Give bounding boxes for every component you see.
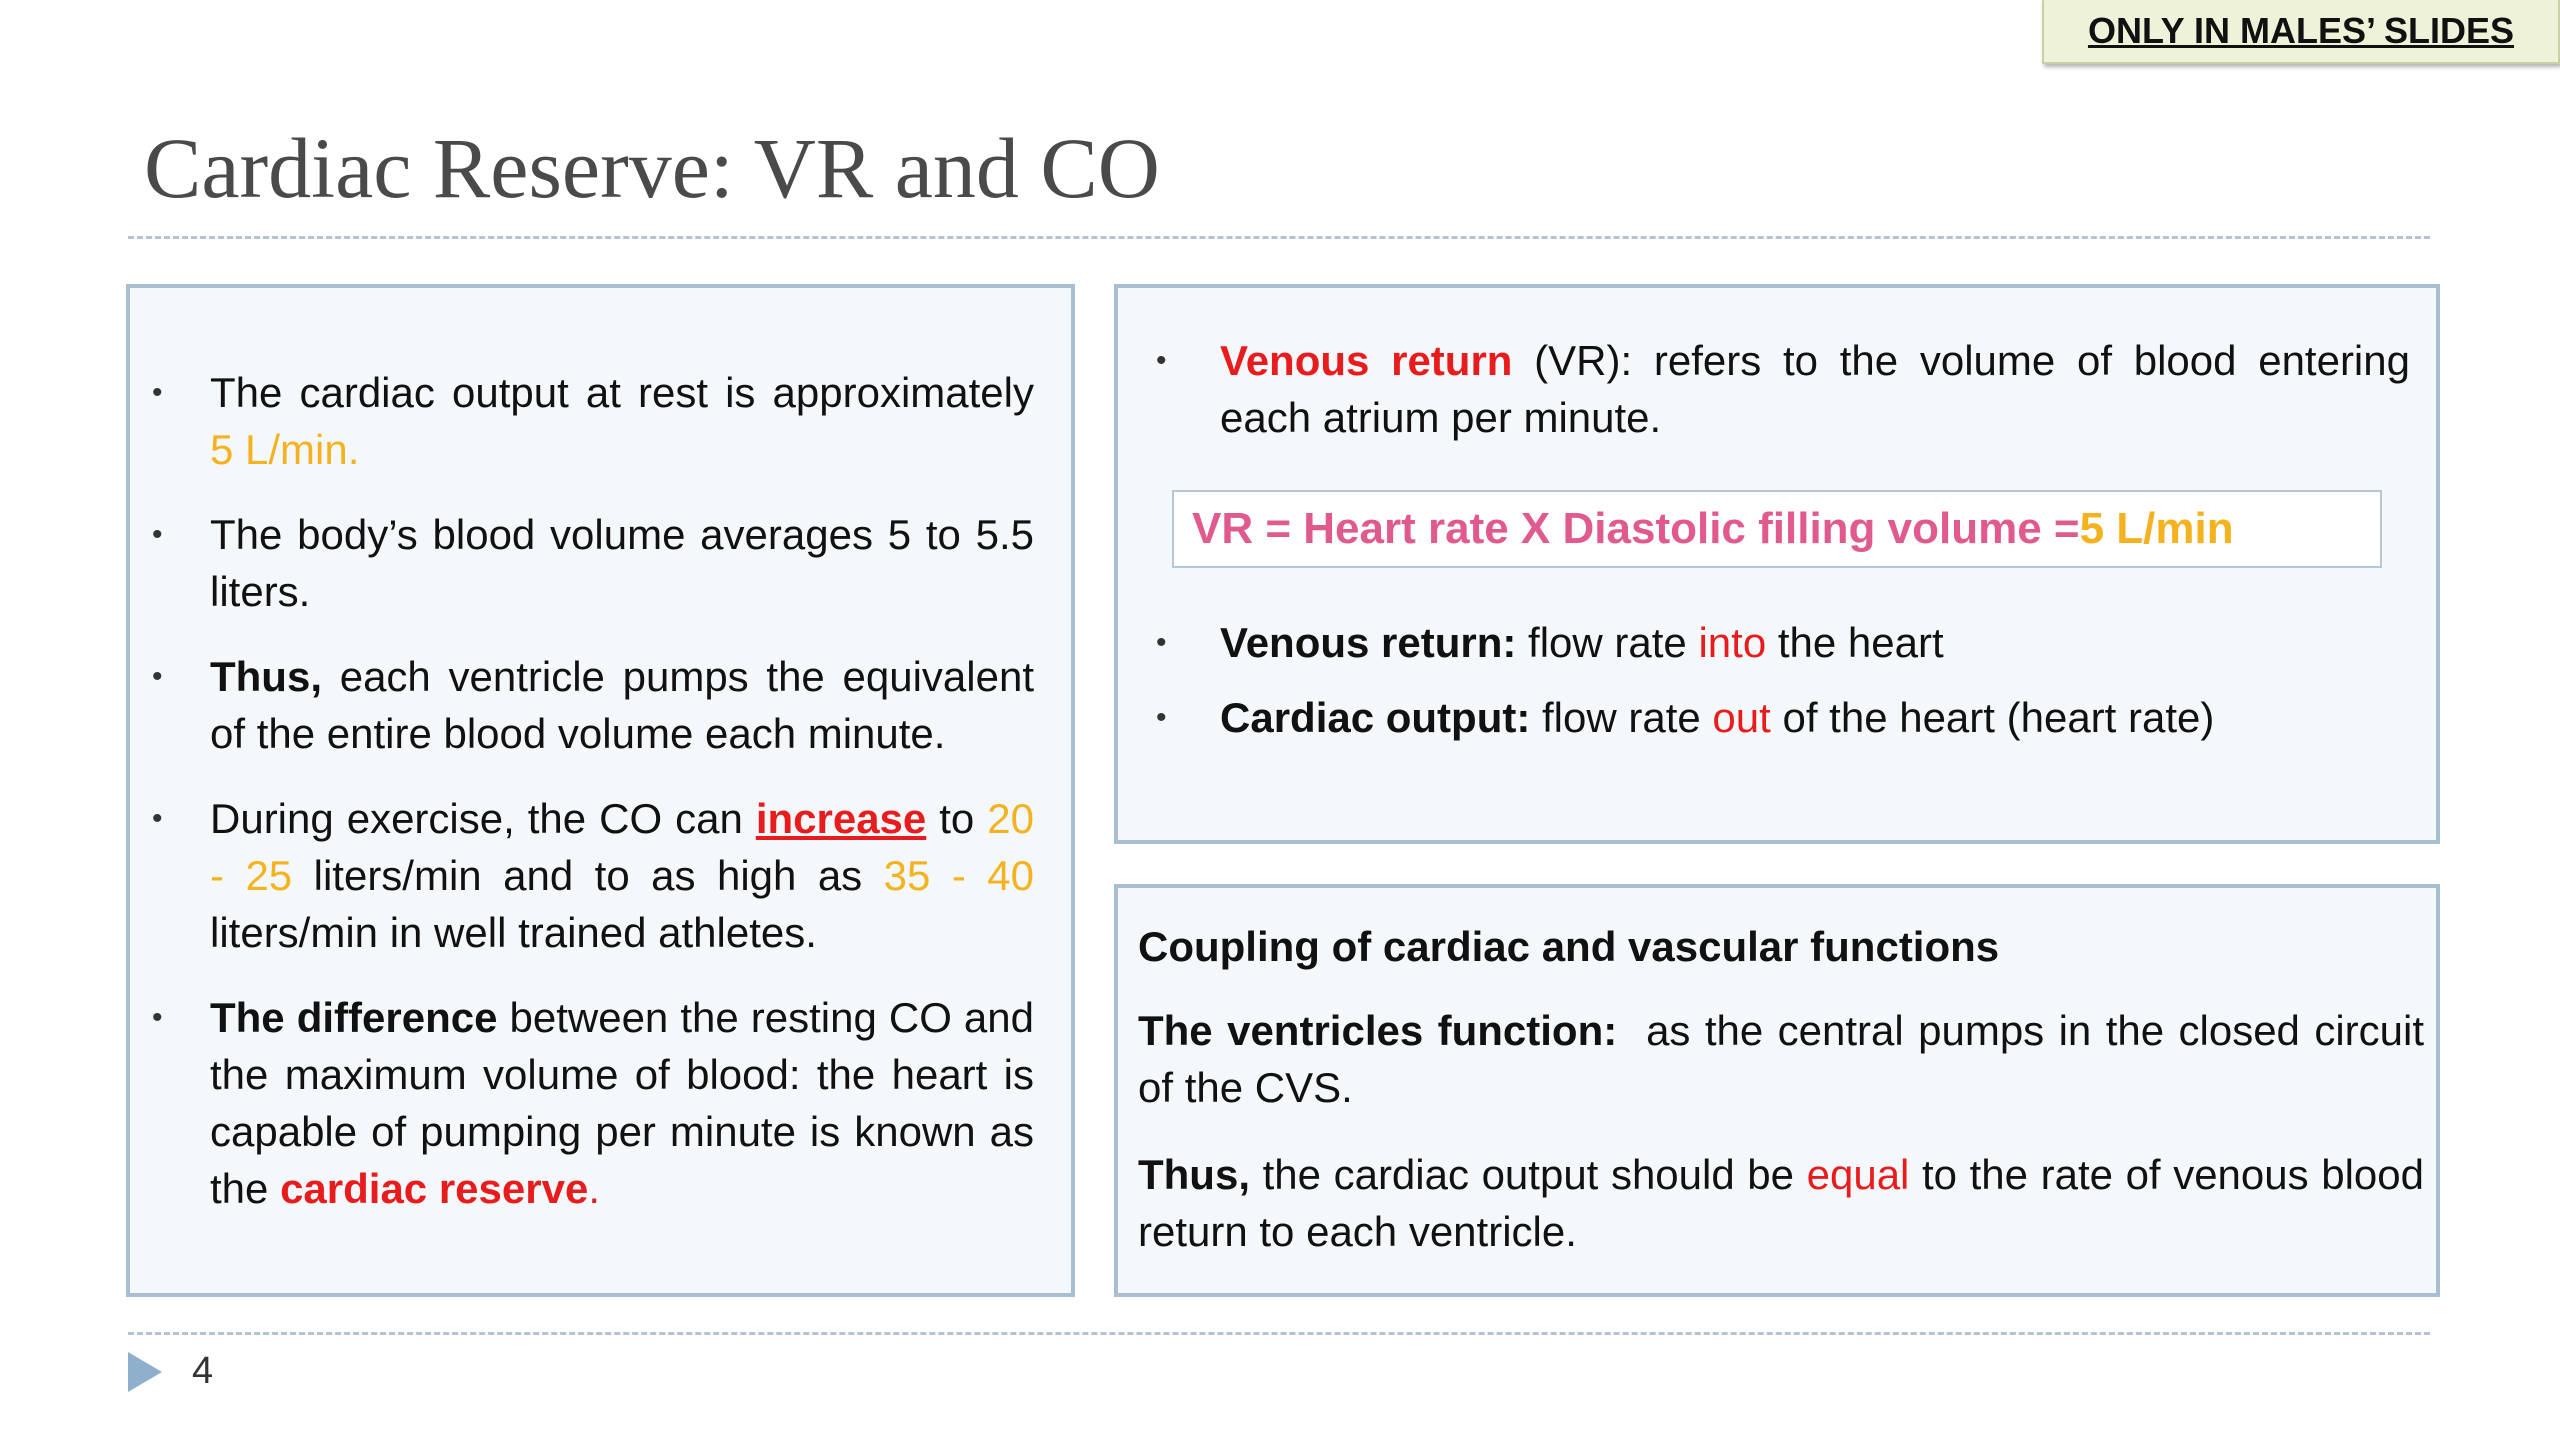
title-divider <box>128 236 2430 239</box>
list-item: • Thus, each ventricle pumps the equivalent of the entire blood volume each minute. <box>210 648 1034 762</box>
cardiac-output-list <box>152 364 1034 1245</box>
resting-co-value: 5 L/min. <box>210 426 360 473</box>
coupling-heading: Coupling of cardiac and vascular functions <box>1138 923 2000 970</box>
list-item: • Venous return: flow rate into the heart <box>1220 614 2410 671</box>
list-item: • Venous return (VR): refers to the volume of blood entering each atrium per minute. <box>1220 332 2410 446</box>
bullet-icon: • <box>1156 701 1167 734</box>
athlete-co-value: 35 - 40 <box>883 852 1034 899</box>
ventricles-paragraph: The ventricles function: as the central pumps in the closed circuit of the CVS. <box>1138 1007 2436 1111</box>
bullet-icon: • <box>1156 626 1167 659</box>
footer-divider <box>128 1332 2430 1335</box>
slide-title: Cardiac Reserve: VR and CO <box>144 120 1160 216</box>
males-slides-tag: ONLY IN MALES’ SLIDES <box>2042 0 2560 64</box>
cardiac-output-box <box>126 284 1075 1297</box>
play-arrow-icon <box>128 1352 162 1392</box>
list-item: • During exercise, the CO can increase to 20 - 25 liters/min and to as high as 35 - 40 liters/min in well trained athletes. <box>210 790 1034 961</box>
vr-equation: VR = Heart rate X Diastolic filling volume = 5 L/min <box>1172 490 2382 568</box>
list-item: • Cardiac output: flow rate out of the heart (heart rate) <box>1220 689 2410 746</box>
venous-return-term: Venous return <box>1220 337 1513 384</box>
venous-return-box <box>1114 284 2440 844</box>
bullet-icon: • <box>152 1001 163 1034</box>
increase-term: increase <box>755 795 927 842</box>
list-item: • The cardiac output at rest is approximately 5 L/min. <box>210 364 1034 478</box>
cardiac-reserve-term: cardiac reserve <box>280 1165 589 1212</box>
thus-paragraph: Thus, the cardiac output should be equal to the rate of venous blood return to each ventricle. <box>1138 1151 2424 1255</box>
bullet-icon: • <box>152 802 163 835</box>
bullet-icon: • <box>152 660 163 693</box>
list-item: • The difference between the resting CO and the maximum volume of blood: the heart is capable of pumping per minute is known as the cardiac reserve. <box>210 989 1034 1217</box>
coupling-box <box>1114 884 2440 1297</box>
bullet-icon: • <box>152 518 163 551</box>
bullet-icon: • <box>1156 344 1167 377</box>
page-number: 4 <box>192 1350 214 1392</box>
vr-equation-value: 5 L/min <box>2079 504 2234 553</box>
bullet-icon: • <box>152 376 163 409</box>
venous-return-list <box>1156 332 2410 446</box>
exercise-co-value: 20 - 25 <box>210 795 1034 899</box>
list-item: • The body’s blood volume averages 5 to 5.5 liters. <box>210 506 1034 620</box>
flow-rate-list <box>1156 614 2410 764</box>
